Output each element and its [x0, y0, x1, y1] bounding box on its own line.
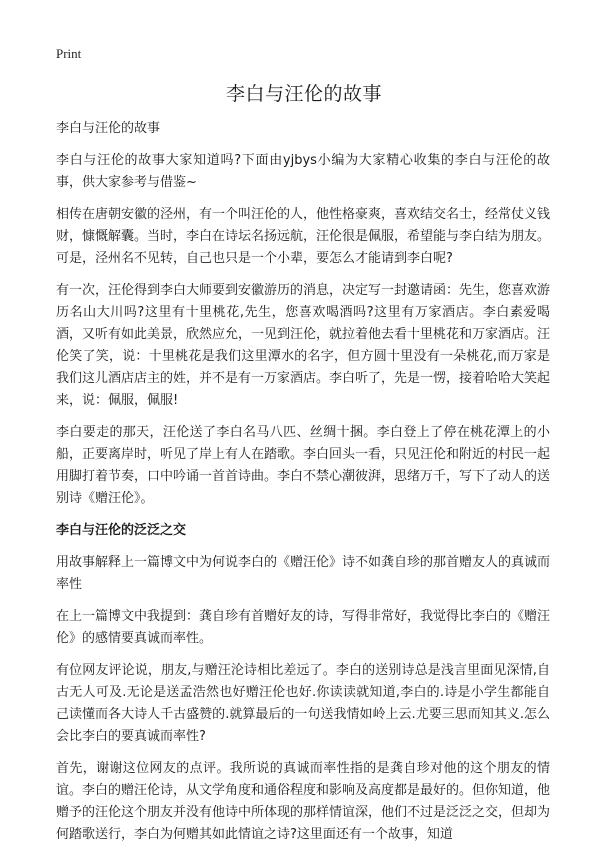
section-paragraph-4: 首先，谢谢这位网友的点评。我所说的真诚而率性指的是龚自珍对他的这个朋友的情谊。李白的赠汪伦诗，从文学角度和通俗程度和影响及高度都是最好的。但你知道，他赠予的汪伦这个朋友并没有他诗中所体现的那样情谊深，他们不过是泛泛之交，但却为何踏歌送行，李白为何赠其如此情谊之诗?这里面还有一个故事，知道: [56, 761, 551, 842]
story-paragraph-1: 相传在唐朝安徽的泾州，有一个叫汪伦的人，他性格豪爽，喜欢结交名士，经常仗义钱财，慷慨解囊。当时，李白在诗坛名扬远航，汪伦很是佩服，希望能与李白结为朋友。可是，泾州名不见转，自己也只是一个小辈，要怎么才能请到李白呢?: [56, 207, 551, 266]
section-paragraph-1: 用故事解释上一篇博文中为何说李白的《赠汪伦》诗不如龚自珍的那首赠友人的真诚而率性: [56, 555, 551, 592]
section-paragraph-3: 有位网友评论说，朋友,与赠汪沦诗相比差远了。李白的送别诗总是浅言里面见深情,自古无人可及.无论是送孟浩然也好赠汪伦也好.你读读就知道,李白的.诗是小学生都能自己读懂而各大诗人千古盛赞的.就算最后的一句送我情如岭上云.尤要三思而知其义.怎么会比李白的要真诚而率性?: [56, 663, 550, 744]
story-paragraph-2: 有一次，汪伦得到李白大师要到安徽游历的消息，决定写一封邀请函：先生，您喜欢游历名山大川吗?这里有十里桃花,先生，您喜欢喝酒吗?这里有万家酒店。李白素爱喝酒，又听有如此美景，欣然应允，一见到汪伦，就拉着他去看十里桃花和万家酒店。汪伦笑了笑，说：十里桃花是我们这里潭水的名字，但方圆十里没有一朵桃花,而万家是我们这儿酒店店主的姓，并不是有一万家酒店。李白听了，先是一愣，接着哈哈大笑起来，说：佩服，佩服!: [56, 283, 551, 408]
print-link[interactable]: Print: [56, 46, 82, 61]
article-subtitle: 李白与汪伦的故事: [56, 121, 161, 136]
article-body: [56, 118, 550, 856]
page-title: 李白与汪伦的故事: [225, 83, 382, 105]
section-paragraph-2: 在上一篇博文中我提到：龚自珍有首赠好友的诗，写得非常好，我觉得比李白的《赠汪伦》的感情要真诚而率性。: [56, 609, 551, 646]
intro-paragraph: 李白与汪伦的故事大家知道吗?下面由yjbys小编为大家精心收集的李白与汪伦的故事，供大家参考与借鉴~: [56, 153, 550, 190]
section-heading: 李白与汪伦的泛泛之交: [56, 523, 187, 538]
story-paragraph-3: 李白要走的那天，汪伦送了李白名马八匹、丝绸十捆。李白登上了停在桃花潭上的小船，正要离岸时，听见了岸上有人在踏歌。李白回头一看，只见汪伦和附近的村民一起用脚打着节奏，口中吟诵一首首诗曲。李白不禁心潮彼湃，思绪万千，写下了动人的送别诗《赠汪伦》。: [56, 425, 551, 506]
